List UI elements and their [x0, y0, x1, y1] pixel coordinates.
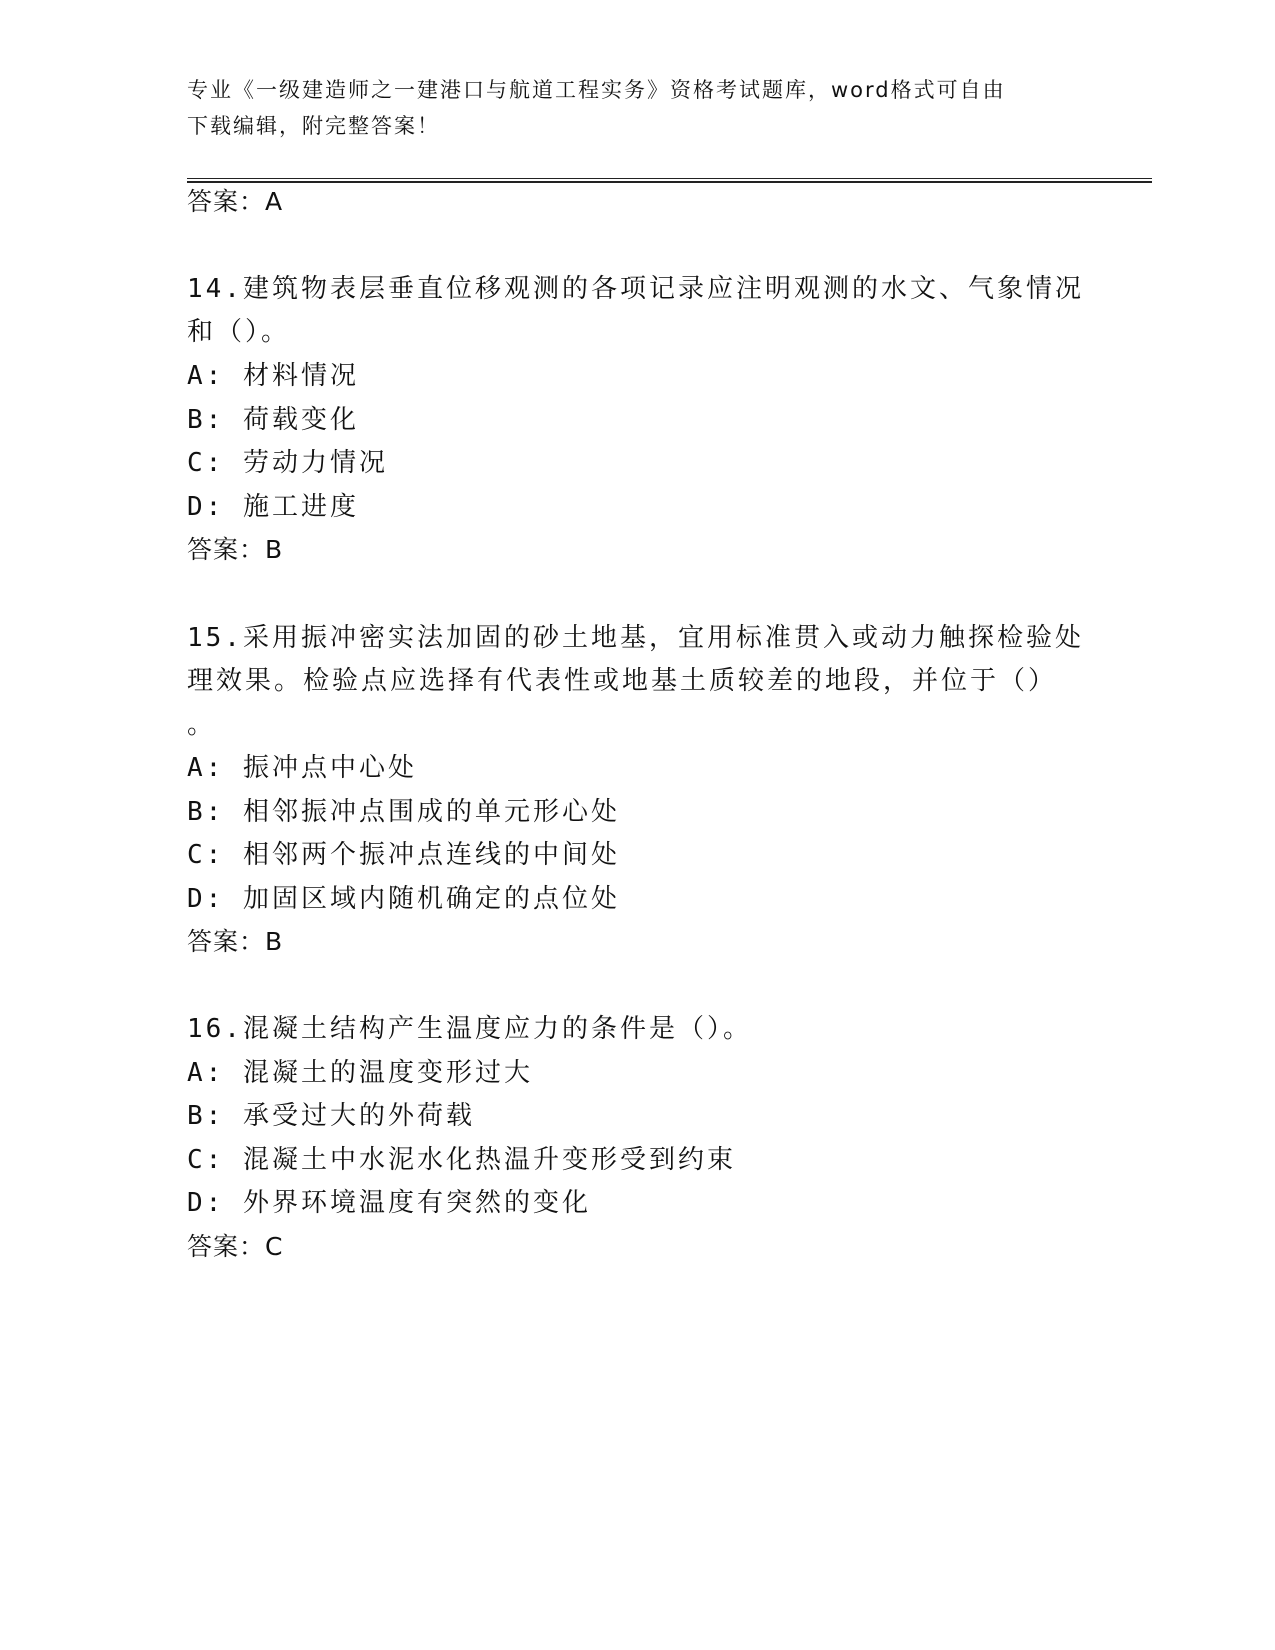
answer-14: 答案：B — [187, 535, 284, 564]
question-16-line-1: 16.混凝土结构产生温度应力的条件是（）。 — [187, 1014, 752, 1044]
question-16-option-b: B: 承受过大的外荷载 — [187, 1101, 475, 1131]
header-line-1: 专业《一级建造师之一建港口与航道工程实务》资格考试题库，word格式可自由 — [187, 78, 1006, 102]
header-line-2: 下载编辑，附完整答案！ — [187, 114, 440, 138]
question-16-option-a: A: 混凝土的温度变形过大 — [187, 1058, 533, 1088]
answer-13: 答案：A — [187, 187, 284, 216]
header-note — [187, 72, 1087, 144]
question-14-option-b: B: 荷载变化 — [187, 405, 359, 435]
answer-16: 答案：C — [187, 1232, 284, 1261]
question-16-option-d: D: 外界环境温度有突然的变化 — [187, 1188, 591, 1218]
question-14-line-1: 14.建筑物表层垂直位移观测的各项记录应注明观测的水文、气象情况 — [187, 274, 1084, 304]
question-15-option-d: D: 加固区域内随机确定的点位处 — [187, 884, 620, 914]
header-divider — [187, 178, 1152, 179]
question-15-line-3: 。 — [187, 710, 217, 740]
question-15-line-2: 理效果。检验点应选择有代表性或地基土质较差的地段，并位于（） — [187, 666, 1058, 696]
question-15-option-a: A: 振冲点中心处 — [187, 753, 417, 783]
question-14-line-2: 和（）。 — [187, 317, 291, 347]
question-14-option-a: A: 材料情况 — [187, 361, 359, 391]
question-15-line-1: 15.采用振冲密实法加固的砂土地基，宜用标准贯入或动力触探检验处 — [187, 623, 1084, 653]
answer-15: 答案：B — [187, 927, 284, 956]
question-16-option-c: C: 混凝土中水泥水化热温升变形受到约束 — [187, 1145, 736, 1175]
question-14-option-d: D: 施工进度 — [187, 492, 359, 522]
question-15-option-c: C: 相邻两个振冲点连线的中间处 — [187, 840, 620, 870]
question-15-option-b: B: 相邻振冲点围成的单元形心处 — [187, 797, 620, 827]
question-14-option-c: C: 劳动力情况 — [187, 448, 388, 478]
header-divider-thick — [187, 181, 1152, 183]
